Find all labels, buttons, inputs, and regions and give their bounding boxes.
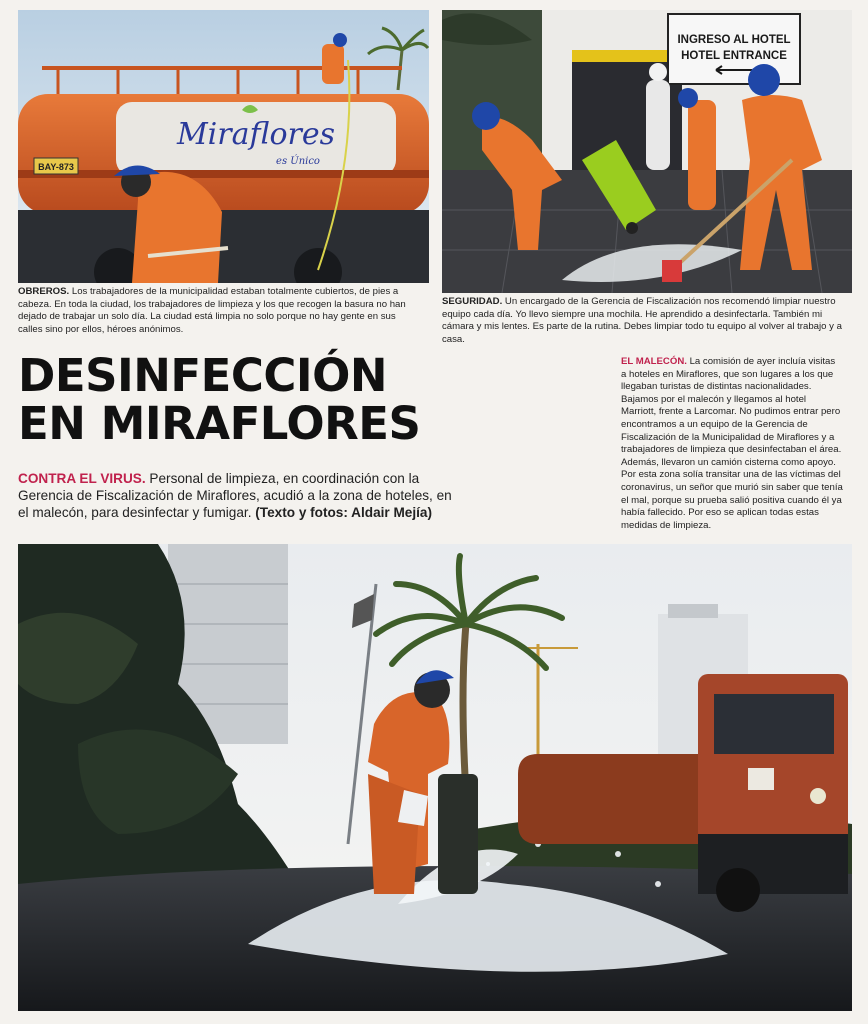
photo-workers-on-truck	[18, 10, 429, 283]
lead-text: Personal de limpieza, en coordinación con la Gerencia de Fiscalización de Miraflores, acudió a la zona de hoteles, en el malecón, para desinfectar y fumigar.	[18, 471, 452, 521]
truck-brand-text: Miraflores	[176, 117, 336, 152]
headline-line-1: DESINFECCIÓN	[18, 349, 388, 402]
caption-seguridad	[442, 296, 850, 346]
street-scene-illustration	[18, 544, 852, 1011]
article-body-column	[621, 356, 843, 532]
body-kicker: EL MALECÓN.	[621, 356, 687, 367]
truck-plate-text: BAY-873	[38, 162, 74, 172]
sign-line-1: INGRESO AL HOTEL	[677, 34, 791, 46]
truck-scene-illustration	[18, 10, 429, 283]
headline-line-2: EN MIRAFLORES	[18, 397, 421, 450]
lead-kicker: CONTRA EL VIRUS.	[18, 471, 146, 486]
hotel-scene-illustration	[442, 10, 852, 293]
article-headline	[18, 349, 458, 450]
body-text: La comisión de ayer incluía visitas a hoteles en Miraflores, que son lugares a los que llegaban turistas de distintas nacionalidades. Bajamos por el malecón y llegamos al hotel Marriott, frente a Larcomar. No pudimos entrar pero encontramos a un equipo de la Gerencia de Fiscalización de la Municipalidad de Miraflores y a trabajadores de limpieza que desinfectaban el área. Además, llevaron un camión cisterna como apoyo. Por esta zona solía transitar una de las víctimas del coronavirus, un señor que murió sin saber que tenía el mal, porque su prueba salió positiva cuando él ya había fallecido. Por eso se aplican todas estas medidas de limpieza.	[621, 356, 843, 531]
hotel-entrance-sign	[668, 14, 800, 84]
lead-credit: (Texto y fotos: Aldair Mejía)	[255, 505, 432, 521]
caption-kicker: SEGURIDAD.	[442, 296, 503, 307]
caption-kicker: OBREROS.	[18, 286, 70, 297]
sign-line-2: HOTEL ENTRANCE	[681, 50, 787, 62]
photo-hotel-entrance-cleaning	[442, 10, 852, 293]
caption-obreros	[18, 286, 410, 336]
caption-text: Los trabajadores de la municipalidad estaban totalmente cubiertos, de pies a cabeza. En toda la ciudad, los trabajadores de limpieza y los que recogen la basura no han dejado de trabajar un solo día. La ciudad está limpia no solo porque no hay gente en sus calles sino por ellos, héroes anónimos.	[18, 286, 406, 335]
photo-street-disinfection	[18, 544, 852, 1011]
article-lead	[18, 470, 458, 522]
caption-text: Un encargado de la Gerencia de Fiscalización nos recomendó limpiar nuestro equipo cada día. Yo llevo siempre una mochila. He aprendido a desinfectarla. También mi cámara y mis lentes. Es parte de la rutina. Debes limpiar todo tu equipo al volver al trabajo y a casa.	[442, 296, 842, 345]
truck-slogan-text: es Único	[276, 156, 320, 167]
